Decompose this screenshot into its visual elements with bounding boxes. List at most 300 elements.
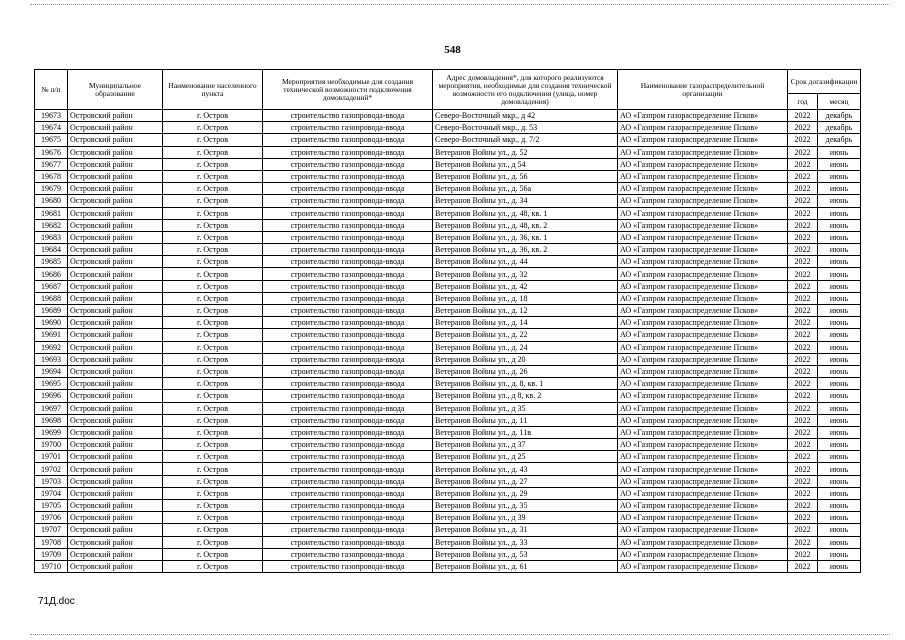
cell-settlement: г. Остров bbox=[163, 378, 263, 390]
cell-month: июнь bbox=[818, 475, 861, 487]
cell-organization: АО «Газпром газораспределение Псков» bbox=[618, 426, 788, 438]
cell-year: 2022 bbox=[788, 439, 818, 451]
cell-address: Ветеранов Войны ул., д 8, кв. 2 bbox=[433, 390, 618, 402]
cell-address: Ветеранов Войны ул., д. 48, кв. 1 bbox=[433, 207, 618, 219]
cell-address: Ветеранов Войны ул., д. 52 bbox=[433, 146, 618, 158]
cell-municipality: Островский район bbox=[68, 475, 163, 487]
cell-settlement: г. Остров bbox=[163, 280, 263, 292]
cell-address: Ветеранов Войны ул., д. 43 bbox=[433, 463, 618, 475]
cell-settlement: г. Остров bbox=[163, 219, 263, 231]
cell-num: 19692 bbox=[35, 341, 68, 353]
cell-year: 2022 bbox=[788, 207, 818, 219]
cell-address: Ветеранов Войны ул., д. 33 bbox=[433, 536, 618, 548]
cell-organization: АО «Газпром газораспределение Псков» bbox=[618, 219, 788, 231]
cell-activity: строительство газопровода-ввода bbox=[263, 560, 433, 572]
table-row bbox=[35, 439, 861, 451]
cell-month: декабрь bbox=[818, 110, 861, 122]
cell-month: июнь bbox=[818, 390, 861, 402]
cell-settlement: г. Остров bbox=[163, 426, 263, 438]
footer-filename: 71Д.doc bbox=[38, 596, 75, 607]
cell-activity: строительство газопровода-ввода bbox=[263, 353, 433, 365]
cell-activity: строительство газопровода-ввода bbox=[263, 134, 433, 146]
cell-year: 2022 bbox=[788, 426, 818, 438]
cell-month: июнь bbox=[818, 231, 861, 243]
header-num: № п/п bbox=[35, 70, 68, 110]
cell-year: 2022 bbox=[788, 390, 818, 402]
cell-organization: АО «Газпром газораспределение Псков» bbox=[618, 512, 788, 524]
cell-organization: АО «Газпром газораспределение Псков» bbox=[618, 390, 788, 402]
cell-organization: АО «Газпром газораспределение Псков» bbox=[618, 463, 788, 475]
cell-municipality: Островский район bbox=[68, 244, 163, 256]
cell-month: июнь bbox=[818, 244, 861, 256]
table-row bbox=[35, 158, 861, 170]
cell-municipality: Островский район bbox=[68, 365, 163, 377]
cell-activity: строительство газопровода-ввода bbox=[263, 244, 433, 256]
cell-year: 2022 bbox=[788, 536, 818, 548]
cell-month: июнь bbox=[818, 219, 861, 231]
cell-num: 19682 bbox=[35, 219, 68, 231]
cell-num: 19702 bbox=[35, 463, 68, 475]
cell-settlement: г. Остров bbox=[163, 390, 263, 402]
cell-settlement: г. Остров bbox=[163, 231, 263, 243]
cell-organization: АО «Газпром газораспределение Псков» bbox=[618, 365, 788, 377]
cell-month: июнь bbox=[818, 512, 861, 524]
cell-year: 2022 bbox=[788, 378, 818, 390]
table-row bbox=[35, 256, 861, 268]
cell-num: 19677 bbox=[35, 158, 68, 170]
cell-address: Ветеранов Войны ул., д. 32 bbox=[433, 268, 618, 280]
cell-year: 2022 bbox=[788, 292, 818, 304]
cell-settlement: г. Остров bbox=[163, 536, 263, 548]
cell-year: 2022 bbox=[788, 353, 818, 365]
cell-year: 2022 bbox=[788, 463, 818, 475]
cell-num: 19698 bbox=[35, 414, 68, 426]
header-year: год bbox=[788, 94, 818, 110]
cell-settlement: г. Остров bbox=[163, 414, 263, 426]
cell-activity: строительство газопровода-ввода bbox=[263, 195, 433, 207]
cell-year: 2022 bbox=[788, 414, 818, 426]
cell-address: Ветеранов Войны ул., д 39 bbox=[433, 512, 618, 524]
cell-address: Ветеранов Войны ул., д. 22 bbox=[433, 329, 618, 341]
cell-num: 19674 bbox=[35, 122, 68, 134]
cell-organization: АО «Газпром газораспределение Псков» bbox=[618, 122, 788, 134]
cell-num: 19679 bbox=[35, 183, 68, 195]
cell-month: июнь bbox=[818, 305, 861, 317]
cell-activity: строительство газопровода-ввода bbox=[263, 475, 433, 487]
cell-month: июнь bbox=[818, 353, 861, 365]
cell-num: 19690 bbox=[35, 317, 68, 329]
cell-organization: АО «Газпром газораспределение Псков» bbox=[618, 548, 788, 560]
cell-activity: строительство газопровода-ввода bbox=[263, 231, 433, 243]
cell-settlement: г. Остров bbox=[163, 158, 263, 170]
cell-organization: АО «Газпром газораспределение Псков» bbox=[618, 439, 788, 451]
cell-month: июнь bbox=[818, 536, 861, 548]
table-row bbox=[35, 402, 861, 414]
cell-municipality: Островский район bbox=[68, 500, 163, 512]
cell-year: 2022 bbox=[788, 560, 818, 572]
cell-organization: АО «Газпром газораспределение Псков» bbox=[618, 500, 788, 512]
cell-activity: строительство газопровода-ввода bbox=[263, 280, 433, 292]
cell-year: 2022 bbox=[788, 195, 818, 207]
cell-month: июнь bbox=[818, 146, 861, 158]
cell-settlement: г. Остров bbox=[163, 512, 263, 524]
cell-settlement: г. Остров bbox=[163, 305, 263, 317]
cell-activity: строительство газопровода-ввода bbox=[263, 414, 433, 426]
cell-activity: строительство газопровода-ввода bbox=[263, 378, 433, 390]
cell-address: Ветеранов Войны ул., д. 56 bbox=[433, 170, 618, 182]
cell-settlement: г. Остров bbox=[163, 292, 263, 304]
cell-organization: АО «Газпром газораспределение Псков» bbox=[618, 244, 788, 256]
cell-municipality: Островский район bbox=[68, 110, 163, 122]
cell-organization: АО «Газпром газораспределение Псков» bbox=[618, 451, 788, 463]
cell-municipality: Островский район bbox=[68, 146, 163, 158]
cell-activity: строительство газопровода-ввода bbox=[263, 256, 433, 268]
cell-settlement: г. Остров bbox=[163, 195, 263, 207]
table-row bbox=[35, 414, 861, 426]
cell-address: Ветеранов Войны ул., д. 36, кв. 1 bbox=[433, 231, 618, 243]
cell-settlement: г. Остров bbox=[163, 317, 263, 329]
cell-year: 2022 bbox=[788, 158, 818, 170]
cell-organization: АО «Газпром газораспределение Псков» bbox=[618, 146, 788, 158]
cell-year: 2022 bbox=[788, 170, 818, 182]
cell-activity: строительство газопровода-ввода bbox=[263, 402, 433, 414]
cell-settlement: г. Остров bbox=[163, 548, 263, 560]
table-row bbox=[35, 305, 861, 317]
cell-activity: строительство газопровода-ввода bbox=[263, 500, 433, 512]
cell-month: июнь bbox=[818, 451, 861, 463]
table-row bbox=[35, 231, 861, 243]
cell-num: 19703 bbox=[35, 475, 68, 487]
cell-activity: строительство газопровода-ввода bbox=[263, 524, 433, 536]
cell-num: 19684 bbox=[35, 244, 68, 256]
cell-settlement: г. Остров bbox=[163, 560, 263, 572]
cell-municipality: Островский район bbox=[68, 170, 163, 182]
cell-num: 19697 bbox=[35, 402, 68, 414]
cell-month: июнь bbox=[818, 256, 861, 268]
cell-month: июнь bbox=[818, 317, 861, 329]
cell-address: Северо-Восточный мкр., д. 7/2 bbox=[433, 134, 618, 146]
cell-num: 19687 bbox=[35, 280, 68, 292]
table-row bbox=[35, 146, 861, 158]
cell-municipality: Островский район bbox=[68, 183, 163, 195]
table-row bbox=[35, 475, 861, 487]
cell-year: 2022 bbox=[788, 329, 818, 341]
cell-address: Ветеранов Войны ул., д. 11 bbox=[433, 414, 618, 426]
cell-year: 2022 bbox=[788, 500, 818, 512]
cell-municipality: Островский район bbox=[68, 536, 163, 548]
cell-municipality: Островский район bbox=[68, 353, 163, 365]
cell-municipality: Островский район bbox=[68, 512, 163, 524]
table-row bbox=[35, 219, 861, 231]
header-activity: Мероприятия необходимые для создания технической возможности подключения домовладений* bbox=[263, 70, 433, 110]
cell-address: Ветеранов Войны ул., д. 12 bbox=[433, 305, 618, 317]
cell-month: июнь bbox=[818, 195, 861, 207]
cell-activity: строительство газопровода-ввода bbox=[263, 451, 433, 463]
cell-municipality: Островский район bbox=[68, 402, 163, 414]
cell-address: Ветеранов Войны ул., д. 24 bbox=[433, 341, 618, 353]
table-row bbox=[35, 378, 861, 390]
cell-settlement: г. Остров bbox=[163, 122, 263, 134]
cell-address: Ветеранов Войны ул., д 35 bbox=[433, 402, 618, 414]
cell-settlement: г. Остров bbox=[163, 110, 263, 122]
cell-municipality: Островский район bbox=[68, 219, 163, 231]
cell-month: июнь bbox=[818, 439, 861, 451]
table-row bbox=[35, 329, 861, 341]
cell-settlement: г. Остров bbox=[163, 463, 263, 475]
cell-address: Ветеранов Войны ул., д 37 bbox=[433, 439, 618, 451]
cell-activity: строительство газопровода-ввода bbox=[263, 390, 433, 402]
cell-municipality: Островский район bbox=[68, 487, 163, 499]
cell-address: Ветеранов Войны ул., д 54 bbox=[433, 158, 618, 170]
cell-settlement: г. Остров bbox=[163, 268, 263, 280]
cell-organization: АО «Газпром газораспределение Псков» bbox=[618, 317, 788, 329]
cell-address: Северо-Восточный мкр., д 42 bbox=[433, 110, 618, 122]
cell-num: 19688 bbox=[35, 292, 68, 304]
cell-organization: АО «Газпром газораспределение Псков» bbox=[618, 292, 788, 304]
cell-settlement: г. Остров bbox=[163, 134, 263, 146]
cell-year: 2022 bbox=[788, 512, 818, 524]
cell-address: Ветеранов Войны ул., д. 36, кв. 2 bbox=[433, 244, 618, 256]
cell-month: июнь bbox=[818, 292, 861, 304]
cell-year: 2022 bbox=[788, 231, 818, 243]
table-row bbox=[35, 353, 861, 365]
cell-month: июнь bbox=[818, 268, 861, 280]
cell-settlement: г. Остров bbox=[163, 451, 263, 463]
cell-year: 2022 bbox=[788, 317, 818, 329]
cell-year: 2022 bbox=[788, 110, 818, 122]
cell-address: Ветеранов Войны ул., д. 42 bbox=[433, 280, 618, 292]
cell-address: Ветеранов Войны ул., д. 34 bbox=[433, 195, 618, 207]
table-row bbox=[35, 390, 861, 402]
header-municipality: Муниципальное образование bbox=[68, 70, 163, 110]
table-row bbox=[35, 280, 861, 292]
cell-settlement: г. Остров bbox=[163, 500, 263, 512]
cell-activity: строительство газопровода-ввода bbox=[263, 329, 433, 341]
cell-num: 19681 bbox=[35, 207, 68, 219]
cell-num: 19686 bbox=[35, 268, 68, 280]
cell-organization: АО «Газпром газораспределение Псков» bbox=[618, 268, 788, 280]
cell-activity: строительство газопровода-ввода bbox=[263, 183, 433, 195]
cell-address: Ветеранов Войны ул., д. 14 bbox=[433, 317, 618, 329]
cell-municipality: Островский район bbox=[68, 207, 163, 219]
cell-num: 19705 bbox=[35, 500, 68, 512]
cell-num: 19694 bbox=[35, 365, 68, 377]
cell-municipality: Островский район bbox=[68, 439, 163, 451]
cell-activity: строительство газопровода-ввода bbox=[263, 548, 433, 560]
table-row bbox=[35, 195, 861, 207]
cell-activity: строительство газопровода-ввода bbox=[263, 170, 433, 182]
cell-address: Ветеранов Войны ул., д. 27 bbox=[433, 475, 618, 487]
cell-num: 19675 bbox=[35, 134, 68, 146]
cell-municipality: Островский район bbox=[68, 426, 163, 438]
cell-address: Ветеранов Войны ул., д. 61 bbox=[433, 560, 618, 572]
cell-year: 2022 bbox=[788, 122, 818, 134]
cell-organization: АО «Газпром газораспределение Псков» bbox=[618, 536, 788, 548]
cell-month: декабрь bbox=[818, 122, 861, 134]
cell-year: 2022 bbox=[788, 365, 818, 377]
cell-settlement: г. Остров bbox=[163, 329, 263, 341]
cell-year: 2022 bbox=[788, 134, 818, 146]
page-number: 548 bbox=[444, 44, 461, 56]
cell-organization: АО «Газпром газораспределение Псков» bbox=[618, 353, 788, 365]
cell-organization: АО «Газпром газораспределение Псков» bbox=[618, 134, 788, 146]
table-row bbox=[35, 451, 861, 463]
cell-num: 19706 bbox=[35, 512, 68, 524]
cell-month: июнь bbox=[818, 329, 861, 341]
cell-municipality: Островский район bbox=[68, 317, 163, 329]
cell-settlement: г. Остров bbox=[163, 353, 263, 365]
cell-year: 2022 bbox=[788, 268, 818, 280]
cell-municipality: Островский район bbox=[68, 122, 163, 134]
cell-organization: АО «Газпром газораспределение Псков» bbox=[618, 305, 788, 317]
cell-year: 2022 bbox=[788, 244, 818, 256]
cell-address: Ветеранов Войны ул., д 25 bbox=[433, 451, 618, 463]
cell-municipality: Островский район bbox=[68, 195, 163, 207]
cell-month: июнь bbox=[818, 560, 861, 572]
table-row bbox=[35, 548, 861, 560]
cell-municipality: Островский район bbox=[68, 378, 163, 390]
table-body bbox=[35, 110, 861, 573]
cell-activity: строительство газопровода-ввода bbox=[263, 365, 433, 377]
table-row bbox=[35, 512, 861, 524]
cell-municipality: Островский район bbox=[68, 329, 163, 341]
cell-address: Ветеранов Войны ул., д. 8, кв. 1 bbox=[433, 378, 618, 390]
cell-activity: строительство газопровода-ввода bbox=[263, 146, 433, 158]
cell-month: июнь bbox=[818, 463, 861, 475]
cell-year: 2022 bbox=[788, 280, 818, 292]
cell-municipality: Островский район bbox=[68, 463, 163, 475]
cell-activity: строительство газопровода-ввода bbox=[263, 207, 433, 219]
cell-month: июнь bbox=[818, 378, 861, 390]
cell-municipality: Островский район bbox=[68, 256, 163, 268]
cell-settlement: г. Остров bbox=[163, 183, 263, 195]
cell-month: июнь bbox=[818, 341, 861, 353]
table-row bbox=[35, 560, 861, 572]
table-row bbox=[35, 244, 861, 256]
header-address: Адрес домовладения*, для которого реализуются мероприятия, необходимые для создания технической возможности его подключения (улица, номер домовладения) bbox=[433, 70, 618, 110]
cell-organization: АО «Газпром газораспределение Псков» bbox=[618, 475, 788, 487]
cell-activity: строительство газопровода-ввода bbox=[263, 268, 433, 280]
cell-month: июнь bbox=[818, 158, 861, 170]
cell-address: Ветеранов Войны ул., д. 44 bbox=[433, 256, 618, 268]
cell-organization: АО «Газпром газораспределение Псков» bbox=[618, 207, 788, 219]
cell-address: Ветеранов Войны ул., д. 31 bbox=[433, 524, 618, 536]
cell-organization: АО «Газпром газораспределение Псков» bbox=[618, 195, 788, 207]
cell-num: 19680 bbox=[35, 195, 68, 207]
cell-address: Ветеранов Войны ул., д. 29 bbox=[433, 487, 618, 499]
cell-address: Ветеранов Войны ул., д. 48, кв. 2 bbox=[433, 219, 618, 231]
cell-settlement: г. Остров bbox=[163, 475, 263, 487]
table-row bbox=[35, 536, 861, 548]
cell-organization: АО «Газпром газораспределение Псков» bbox=[618, 560, 788, 572]
cell-year: 2022 bbox=[788, 475, 818, 487]
cell-municipality: Островский район bbox=[68, 158, 163, 170]
cell-settlement: г. Остров bbox=[163, 487, 263, 499]
table-row bbox=[35, 341, 861, 353]
cell-municipality: Островский район bbox=[68, 268, 163, 280]
table-row bbox=[35, 317, 861, 329]
cell-organization: АО «Газпром газораспределение Псков» bbox=[618, 170, 788, 182]
cell-activity: строительство газопровода-ввода bbox=[263, 463, 433, 475]
cell-year: 2022 bbox=[788, 341, 818, 353]
cell-month: июнь bbox=[818, 524, 861, 536]
cell-address: Ветеранов Войны ул., д. 11в bbox=[433, 426, 618, 438]
cell-settlement: г. Остров bbox=[163, 341, 263, 353]
cell-month: июнь bbox=[818, 170, 861, 182]
cell-settlement: г. Остров bbox=[163, 256, 263, 268]
cell-activity: строительство газопровода-ввода bbox=[263, 305, 433, 317]
cell-num: 19693 bbox=[35, 353, 68, 365]
cell-month: июнь bbox=[818, 487, 861, 499]
top-scan-line bbox=[30, 4, 890, 5]
cell-num: 19699 bbox=[35, 426, 68, 438]
cell-month: июнь bbox=[818, 280, 861, 292]
cell-month: июнь bbox=[818, 414, 861, 426]
cell-month: июнь bbox=[818, 365, 861, 377]
cell-num: 19710 bbox=[35, 560, 68, 572]
cell-organization: АО «Газпром газораспределение Псков» bbox=[618, 280, 788, 292]
cell-year: 2022 bbox=[788, 183, 818, 195]
cell-year: 2022 bbox=[788, 305, 818, 317]
cell-address: Ветеранов Войны ул., д. 53 bbox=[433, 548, 618, 560]
table-row bbox=[35, 365, 861, 377]
cell-organization: АО «Газпром газораспределение Псков» bbox=[618, 341, 788, 353]
cell-year: 2022 bbox=[788, 487, 818, 499]
cell-year: 2022 bbox=[788, 256, 818, 268]
cell-address: Ветеранов Войны ул., д 20 bbox=[433, 353, 618, 365]
cell-num: 19691 bbox=[35, 329, 68, 341]
bottom-scan-line bbox=[30, 634, 890, 635]
cell-num: 19696 bbox=[35, 390, 68, 402]
cell-num: 19673 bbox=[35, 110, 68, 122]
cell-settlement: г. Остров bbox=[163, 524, 263, 536]
cell-num: 19683 bbox=[35, 231, 68, 243]
cell-year: 2022 bbox=[788, 451, 818, 463]
cell-organization: АО «Газпром газораспределение Псков» bbox=[618, 378, 788, 390]
header-term: Срок догазификации bbox=[788, 70, 861, 94]
cell-organization: АО «Газпром газораспределение Псков» bbox=[618, 110, 788, 122]
cell-organization: АО «Газпром газораспределение Псков» bbox=[618, 158, 788, 170]
cell-address: Ветеранов Войны ул., д. 26 bbox=[433, 365, 618, 377]
table-row bbox=[35, 487, 861, 499]
cell-year: 2022 bbox=[788, 548, 818, 560]
table-row bbox=[35, 110, 861, 122]
cell-settlement: г. Остров bbox=[163, 207, 263, 219]
cell-month: июнь bbox=[818, 402, 861, 414]
table-row bbox=[35, 268, 861, 280]
cell-organization: АО «Газпром газораспределение Псков» bbox=[618, 487, 788, 499]
cell-settlement: г. Остров bbox=[163, 439, 263, 451]
cell-num: 19708 bbox=[35, 536, 68, 548]
cell-activity: строительство газопровода-ввода bbox=[263, 536, 433, 548]
cell-activity: строительство газопровода-ввода bbox=[263, 426, 433, 438]
cell-municipality: Островский район bbox=[68, 524, 163, 536]
cell-settlement: г. Остров bbox=[163, 146, 263, 158]
cell-year: 2022 bbox=[788, 219, 818, 231]
cell-municipality: Островский район bbox=[68, 280, 163, 292]
cell-municipality: Островский район bbox=[68, 305, 163, 317]
cell-organization: АО «Газпром газораспределение Псков» bbox=[618, 231, 788, 243]
cell-activity: строительство газопровода-ввода bbox=[263, 158, 433, 170]
cell-month: июнь bbox=[818, 500, 861, 512]
cell-year: 2022 bbox=[788, 402, 818, 414]
cell-month: июнь bbox=[818, 426, 861, 438]
cell-num: 19704 bbox=[35, 487, 68, 499]
cell-month: июнь bbox=[818, 183, 861, 195]
header-settlement: Наименование населенного пункта bbox=[163, 70, 263, 110]
cell-settlement: г. Остров bbox=[163, 170, 263, 182]
cell-organization: АО «Газпром газораспределение Псков» bbox=[618, 414, 788, 426]
